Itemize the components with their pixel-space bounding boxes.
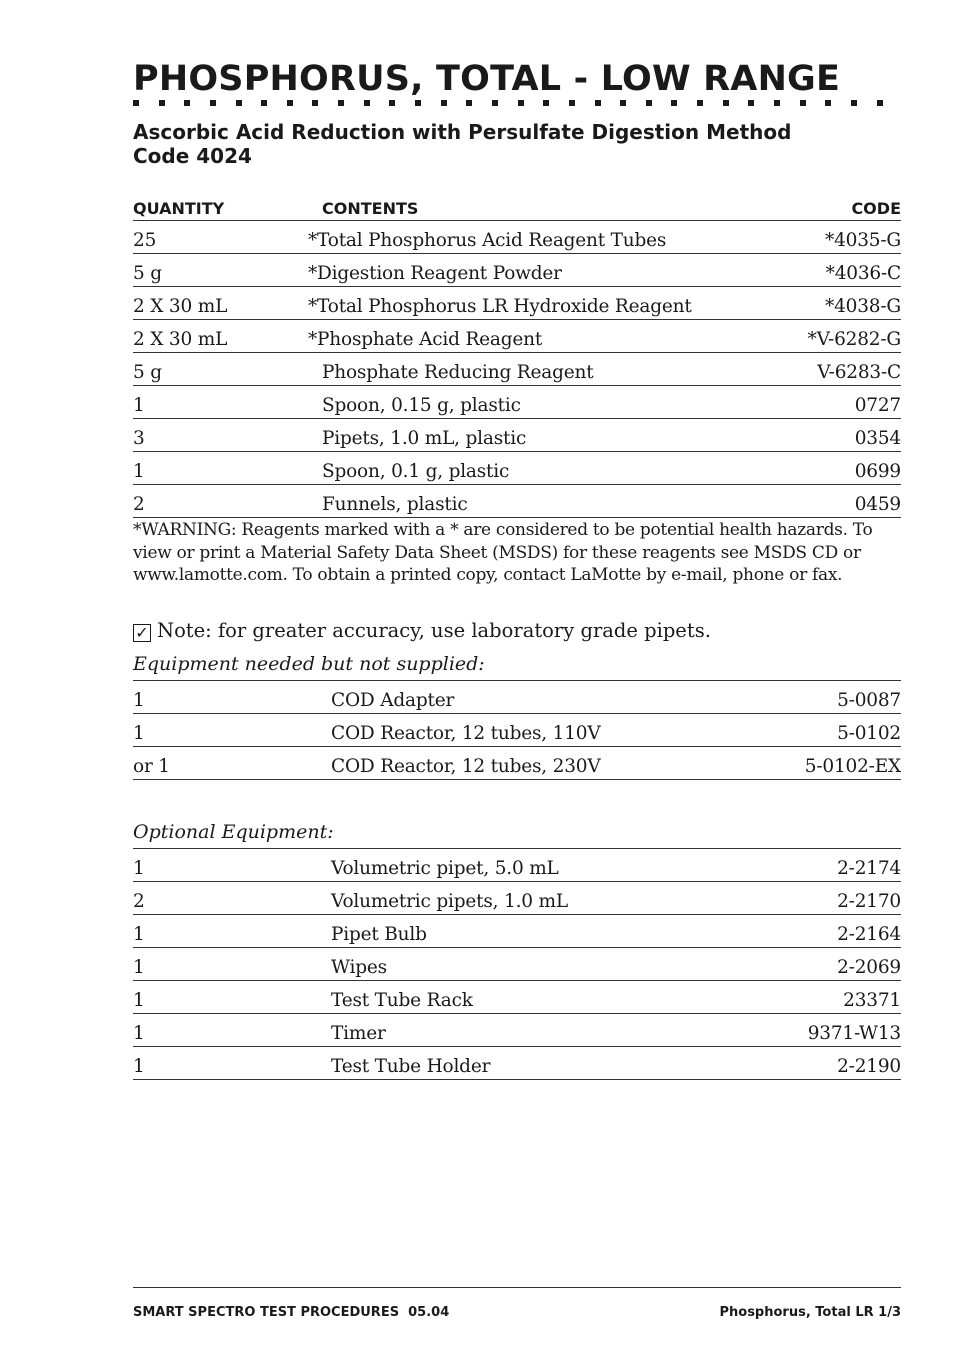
title-dot	[184, 100, 190, 106]
row-quantity: 1	[133, 386, 308, 419]
title-dot	[697, 100, 703, 106]
row-code: 0459	[772, 485, 901, 518]
row-item: Wipes	[331, 948, 751, 981]
title-dot	[492, 100, 498, 106]
contents-header: CONTENTS	[308, 190, 772, 221]
row-code: 0699	[772, 452, 901, 485]
row-code: 9371-W13	[751, 1014, 901, 1047]
row-code: 2-2174	[751, 849, 901, 882]
contents-table-body	[133, 221, 901, 518]
row-quantity: 2	[133, 882, 331, 915]
row-quantity: 1	[133, 1014, 331, 1047]
row-item: Timer	[331, 1014, 751, 1047]
footer-publication: SMART SPECTRO TEST PROCEDURES 05.04	[133, 1305, 450, 1320]
optional-equipment-body	[133, 849, 901, 1080]
row-item: COD Reactor, 12 tubes, 110V	[331, 714, 751, 747]
row-code: 2-2069	[751, 948, 901, 981]
row-code: 0727	[772, 386, 901, 419]
table-row	[133, 254, 901, 287]
row-quantity: 1	[133, 714, 331, 747]
title-dot	[543, 100, 549, 106]
row-contents: Phosphate Reducing Reagent	[308, 353, 772, 386]
method-subtitle	[133, 120, 791, 168]
row-contents: *Digestion Reagent Powder	[308, 254, 772, 287]
hazard-warning: *WARNING: Reagents marked with a * are considered to be potential health hazards. To view or print a Material Safety Data Sheet (MSDS) for these reagents see MSDS CD or www.lamotte.com. To obtain a printed copy, contact LaMotte by e-mail, phone or fax.	[133, 520, 873, 585]
table-row	[133, 419, 901, 452]
title-dot	[595, 100, 601, 106]
row-code: 2-2190	[751, 1047, 901, 1080]
row-code: *V-6282-G	[772, 320, 901, 353]
table-row	[133, 386, 901, 419]
row-contents: *Total Phosphorus Acid Reagent Tubes	[308, 221, 772, 254]
row-code: 5-0087	[751, 681, 901, 714]
table-row	[133, 320, 901, 353]
row-code: *4035-G	[772, 221, 901, 254]
row-quantity: 1	[133, 849, 331, 882]
title-dot	[287, 100, 293, 106]
title-dotted-rule	[133, 100, 883, 108]
row-code: *4038-G	[772, 287, 901, 320]
table-row	[133, 714, 901, 747]
contents-table-header	[133, 190, 901, 221]
equipment-needed-table	[133, 680, 901, 780]
title-dot	[877, 100, 883, 106]
table-row	[133, 849, 901, 882]
row-contents: Pipets, 1.0 mL, plastic	[308, 419, 772, 452]
row-item: COD Reactor, 12 tubes, 230V	[331, 747, 751, 780]
row-quantity: 5 g	[133, 254, 308, 287]
title-dot	[518, 100, 524, 106]
title-dot	[236, 100, 242, 106]
title-dot	[671, 100, 677, 106]
table-row	[133, 452, 901, 485]
row-code: 5-0102-EX	[751, 747, 901, 780]
table-row	[133, 981, 901, 1014]
row-item: Test Tube Rack	[331, 981, 751, 1014]
title-dot	[723, 100, 729, 106]
row-quantity: 1	[133, 948, 331, 981]
table-row	[133, 221, 901, 254]
method-code: Code 4024	[133, 144, 252, 168]
document-page	[133, 0, 901, 1352]
equipment-needed-body	[133, 681, 901, 780]
title-dot	[748, 100, 754, 106]
row-item: Pipet Bulb	[331, 915, 751, 948]
table-row	[133, 1047, 901, 1080]
row-contents: Funnels, plastic	[308, 485, 772, 518]
title-dot	[800, 100, 806, 106]
row-quantity: 25	[133, 221, 308, 254]
title-dot	[210, 100, 216, 106]
table-row	[133, 485, 901, 518]
note-text: Note: for greater accuracy, use laboratory grade pipets.	[157, 619, 711, 642]
title-dot	[774, 100, 780, 106]
footer-page-label: Phosphorus, Total LR 1/3	[719, 1305, 901, 1320]
optional-equipment-table	[133, 848, 901, 1080]
title-dot	[338, 100, 344, 106]
row-code: 5-0102	[751, 714, 901, 747]
title-dot	[466, 100, 472, 106]
table-row	[133, 287, 901, 320]
equipment-needed-label: Equipment needed but not supplied:	[133, 653, 485, 675]
row-code: V-6283-C	[772, 353, 901, 386]
row-code: 2-2164	[751, 915, 901, 948]
optional-equipment-label: Optional Equipment:	[133, 821, 334, 843]
footer-rule	[133, 1287, 901, 1288]
row-quantity: 1	[133, 452, 308, 485]
row-quantity: 1	[133, 681, 331, 714]
row-quantity: 1	[133, 915, 331, 948]
row-quantity: 5 g	[133, 353, 308, 386]
title-dot	[825, 100, 831, 106]
row-item: Volumetric pipet, 5.0 mL	[331, 849, 751, 882]
title-dot	[569, 100, 575, 106]
title-dot	[646, 100, 652, 106]
title-dot	[415, 100, 421, 106]
title-dot	[441, 100, 447, 106]
row-contents: Spoon, 0.1 g, plastic	[308, 452, 772, 485]
row-item: COD Adapter	[331, 681, 751, 714]
row-code: 23371	[751, 981, 901, 1014]
contents-table	[133, 190, 901, 518]
row-contents: Spoon, 0.15 g, plastic	[308, 386, 772, 419]
row-quantity: 2	[133, 485, 308, 518]
title-dot	[389, 100, 395, 106]
title-dot	[159, 100, 165, 106]
title-dot	[851, 100, 857, 106]
title-dot	[364, 100, 370, 106]
checkbox-checked-icon: ✓	[133, 624, 151, 642]
page-title: PHOSPHORUS, TOTAL - LOW RANGE	[133, 59, 841, 99]
row-item: Volumetric pipets, 1.0 mL	[331, 882, 751, 915]
title-dot	[133, 100, 139, 106]
title-dot	[620, 100, 626, 106]
title-dot	[312, 100, 318, 106]
table-row	[133, 915, 901, 948]
row-code: 0354	[772, 419, 901, 452]
table-row	[133, 948, 901, 981]
row-quantity: 2 X 30 mL	[133, 287, 308, 320]
table-row	[133, 1014, 901, 1047]
accuracy-note	[133, 618, 711, 644]
row-item: Test Tube Holder	[331, 1047, 751, 1080]
method-name: Ascorbic Acid Reduction with Persulfate Digestion Method	[133, 120, 792, 144]
table-row	[133, 681, 901, 714]
title-dot	[261, 100, 267, 106]
row-code: 2-2170	[751, 882, 901, 915]
row-contents: *Total Phosphorus LR Hydroxide Reagent	[308, 287, 772, 320]
row-quantity: 1	[133, 981, 331, 1014]
row-quantity: 3	[133, 419, 308, 452]
row-quantity: 1	[133, 1047, 331, 1080]
row-contents: *Phosphate Acid Reagent	[308, 320, 772, 353]
table-row	[133, 747, 901, 780]
row-quantity: or 1	[133, 747, 331, 780]
row-quantity: 2 X 30 mL	[133, 320, 308, 353]
table-row	[133, 353, 901, 386]
code-header: CODE	[772, 190, 901, 221]
table-row	[133, 882, 901, 915]
row-code: *4036-C	[772, 254, 901, 287]
quantity-header: QUANTITY	[133, 190, 308, 221]
